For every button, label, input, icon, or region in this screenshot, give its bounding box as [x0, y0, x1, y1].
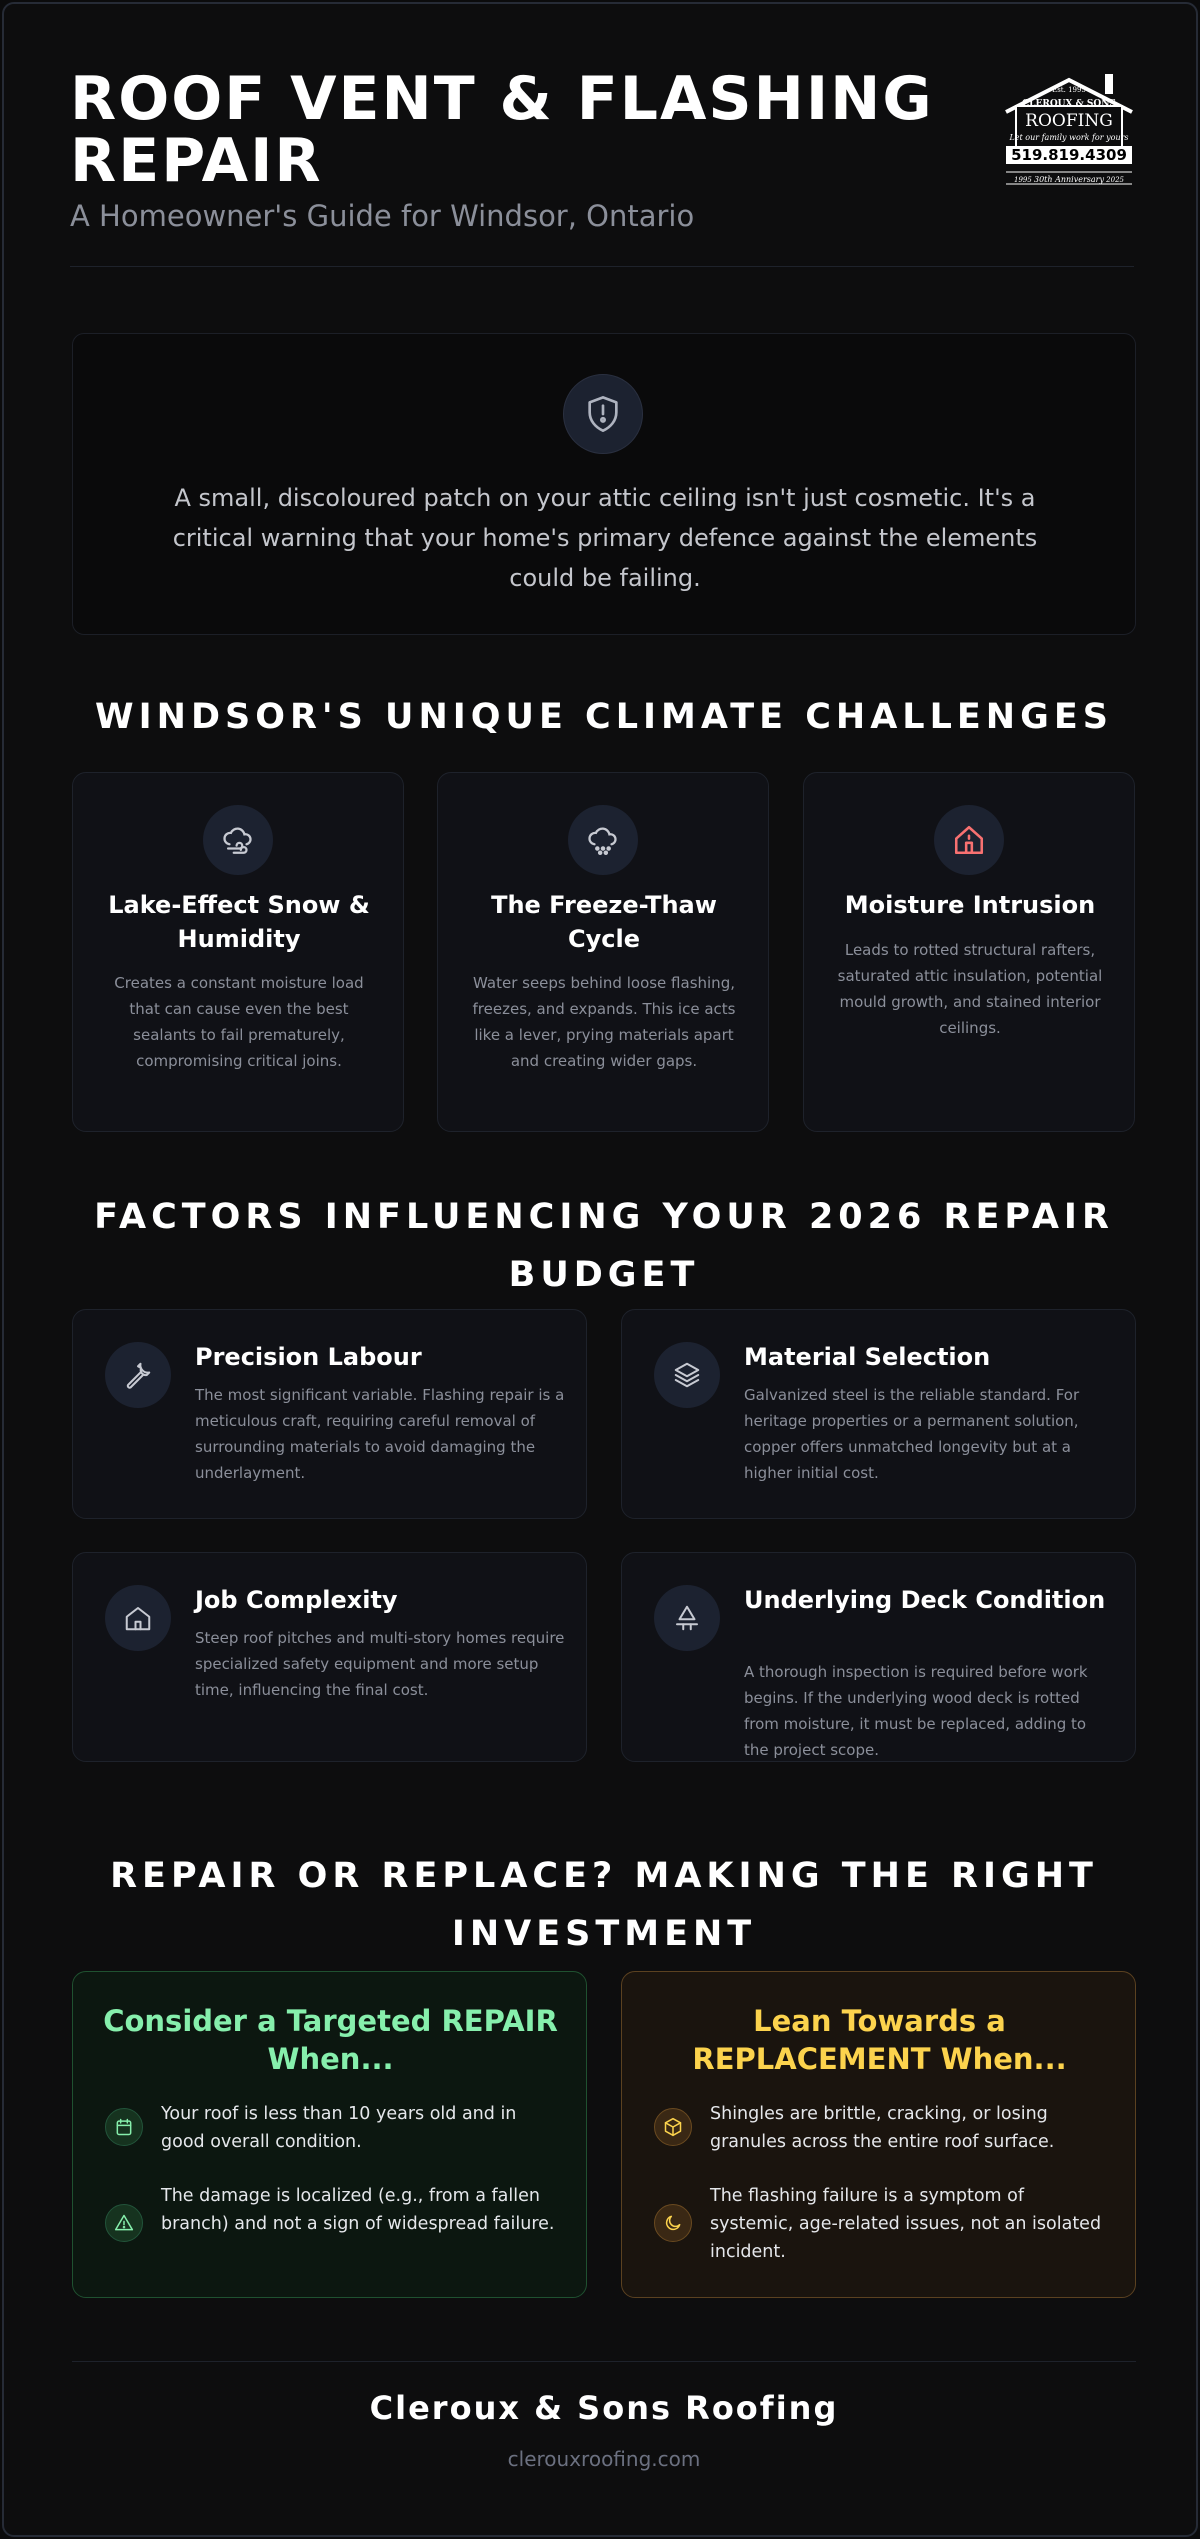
- logo-est: Est. 1995: [1052, 86, 1086, 94]
- logo-anniversary: 30th Anniversary: [1033, 175, 1105, 184]
- climate-card-description: Water seeps behind loose flashing, freezes, and expands. This ice acts like a lever, prying materials apart and creating wider gaps.: [472, 974, 736, 1070]
- factor-card-description: Steep roof pitches and multi-story homes require specialized safety equipment and more setup time, influencing the final cost.: [195, 1629, 565, 1699]
- climate-card-title: Moisture Intrusion: [844, 891, 1096, 919]
- wind-cloud-icon: [203, 805, 273, 875]
- company-logo: [1002, 72, 1136, 190]
- factor-card-title: Precision Labour: [195, 1343, 422, 1371]
- factor-card-labour: [72, 1309, 587, 1519]
- footer-website-link[interactable]: clerouxroofing.com: [507, 2447, 701, 2471]
- snow-cloud-icon: [568, 805, 638, 875]
- logo-roofing: ROOFING: [1025, 111, 1113, 131]
- footer-divider: [72, 2361, 1136, 2362]
- decision-heading: REPAIR OR REPLACE? MAKING THE RIGHT INVESTMENT: [110, 1856, 1098, 1954]
- factor-card-description: A thorough inspection is required before work begins. If the underlying wood deck is rotted from moisture, it must be replaced, adding to the project scope.: [744, 1663, 1088, 1759]
- page-subtitle: A Homeowner's Guide for Windsor, Ontario: [70, 199, 695, 233]
- box-icon: [654, 2108, 692, 2146]
- wrench-icon: [105, 1342, 171, 1408]
- logo-year-start: 1995: [1014, 176, 1032, 184]
- climate-heading: WINDSOR'S UNIQUE CLIMATE CHALLENGES: [95, 697, 1113, 737]
- home-icon: [105, 1585, 171, 1651]
- page-title: ROOF VENT & FLASHING REPAIR: [70, 64, 934, 196]
- repair-card: [72, 1971, 587, 2298]
- intro-card: [72, 333, 1136, 635]
- climate-card-lake-effect: [72, 772, 404, 1132]
- logo-company: CLEROUX & SONS: [1022, 99, 1116, 109]
- shield-alert-icon: [563, 374, 643, 454]
- house-roof-logo: [1002, 72, 1136, 190]
- logo-tagline: Let our family work for yours: [1009, 133, 1129, 142]
- factor-card-deck: [621, 1552, 1136, 1762]
- deck-icon: [654, 1585, 720, 1651]
- factor-card-description: Galvanized steel is the reliable standard. For heritage properties or a permanent solution, copper offers unmatched longevity but at a higher initial cost.: [744, 1386, 1080, 1482]
- repair-card-title: Consider a Targeted REPAIR When...: [103, 2004, 558, 2076]
- factor-card-title: Underlying Deck Condition: [744, 1586, 1106, 1614]
- header-divider: [70, 266, 1134, 267]
- factor-card-title: Job Complexity: [195, 1586, 398, 1614]
- climate-card-moisture: [803, 772, 1135, 1132]
- warning-triangle-icon: [105, 2204, 143, 2242]
- factor-card-complexity: [72, 1552, 587, 1762]
- moon-icon: [654, 2204, 692, 2242]
- budget-heading: FACTORS INFLUENCING YOUR 2026 REPAIR BUDGET: [94, 1197, 1114, 1295]
- footer-company-name: Cleroux & Sons Roofing: [369, 2389, 839, 2427]
- replace-card-title: Lean Towards a REPLACEMENT When...: [692, 2004, 1067, 2076]
- climate-card-title: Lake-Effect Snow & Humidity: [108, 891, 370, 953]
- logo-year-end: 2025: [1106, 176, 1124, 184]
- logo-phone: 519.819.4309: [1011, 146, 1127, 164]
- factor-card-description: The most significant variable. Flashing repair is a meticulous craft, requiring careful removal of surrounding materials to avoid damaging the underlayment.: [195, 1386, 565, 1482]
- factor-card-material: [621, 1309, 1136, 1519]
- climate-card-title: The Freeze-Thaw Cycle: [491, 891, 717, 953]
- climate-card-freeze-thaw: [437, 772, 769, 1132]
- page-frame: [2, 2, 1198, 2537]
- factor-card-title: Material Selection: [744, 1343, 991, 1371]
- climate-card-description: Leads to rotted structural rafters, saturated attic insulation, potential mould growth, and stained interior ceilings.: [837, 941, 1103, 1037]
- climate-card-description: Creates a constant moisture load that can cause even the best sealants to fail prematurely, compromising critical joins.: [114, 974, 364, 1070]
- intro-text: A small, discoloured patch on your attic ceiling isn't just cosmetic. It's a critical warning that your home's primary defence against the elements could be failing.: [172, 484, 1038, 592]
- replace-item: The flashing failure is a symptom of systemic, age-related issues, not an isolated incident.: [710, 2186, 1102, 2262]
- repair-item: Your roof is less than 10 years old and in good overall condition.: [161, 2104, 517, 2152]
- house-warning-icon: [934, 805, 1004, 875]
- layers-icon: [654, 1342, 720, 1408]
- replace-card: [621, 1971, 1136, 2298]
- calendar-icon: [105, 2108, 143, 2146]
- repair-item: The damage is localized (e.g., from a fallen branch) and not a sign of widespread failure.: [161, 2186, 555, 2234]
- replace-item: Shingles are brittle, cracking, or losing granules across the entire roof surface.: [710, 2104, 1055, 2152]
